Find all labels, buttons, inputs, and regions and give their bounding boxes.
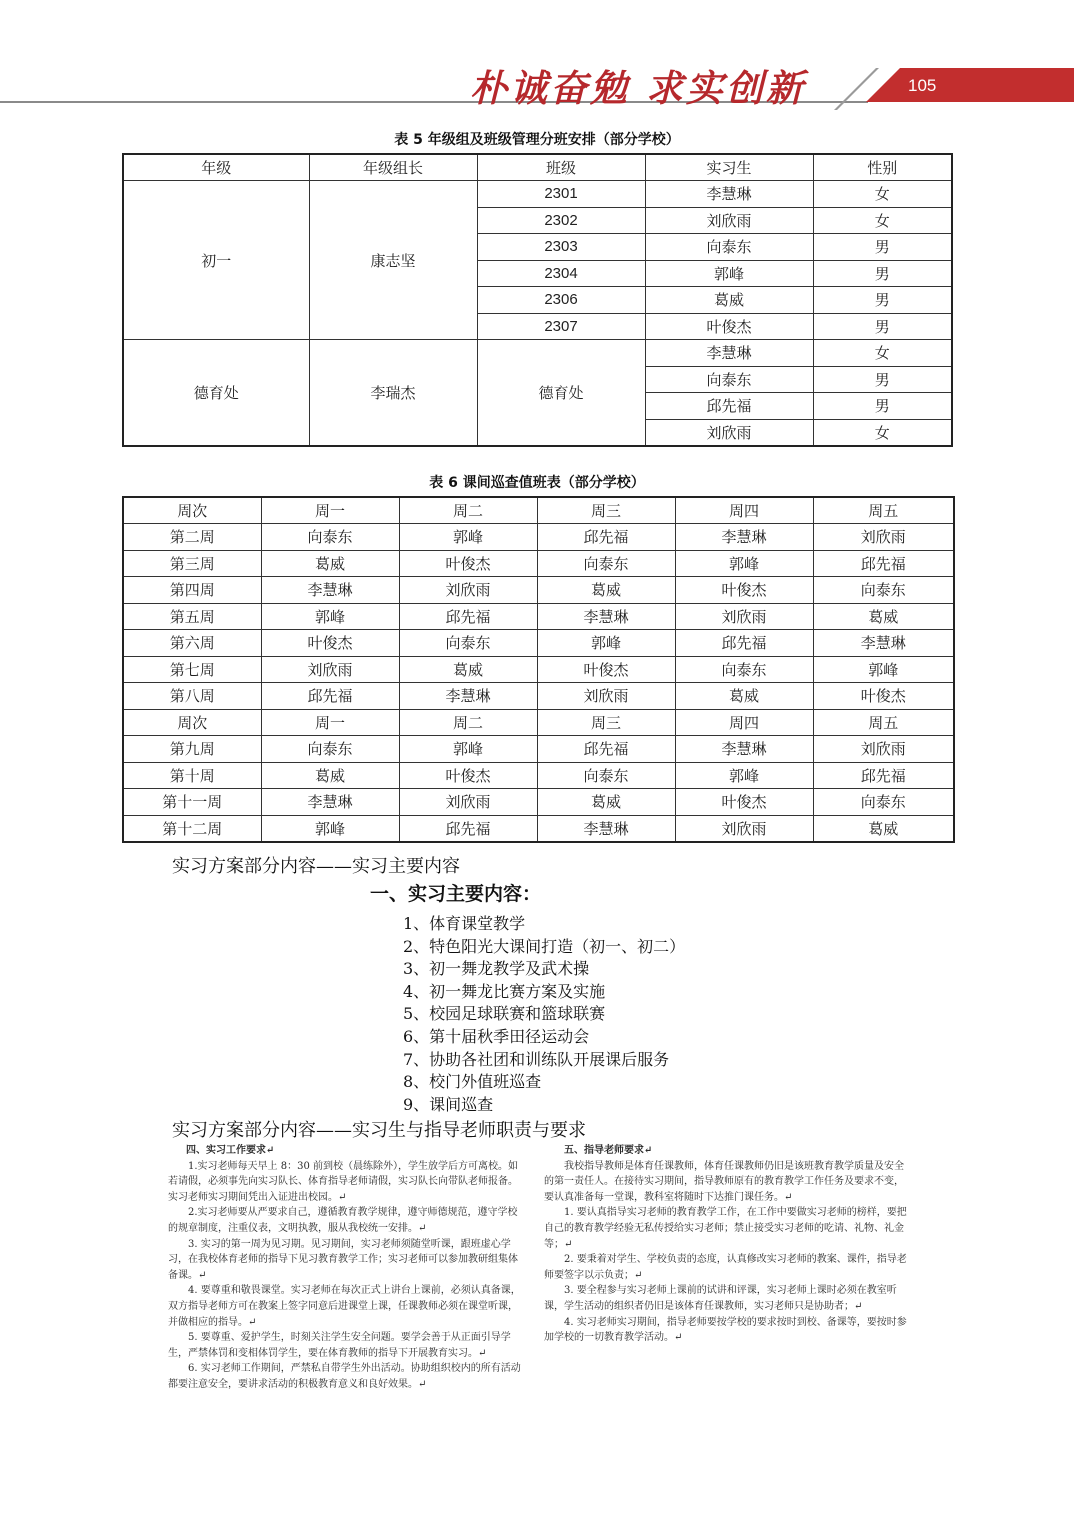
duty-cell: 叶俊杰 — [399, 550, 537, 577]
list-item: 2、特色阳光大课间打造（初一、初二） — [403, 936, 686, 956]
student-cell: 向泰东 — [645, 366, 813, 393]
requirement-paragraph: 5. 要尊重、爱护学生，时刻关注学生安全问题。要学会善于从正面引导学生，严禁体罚和变相体罚学生，要在体育教师的指导下开展教育实习。↵ — [168, 1332, 511, 1359]
table-row — [123, 789, 954, 816]
requirement-paragraph: 1.实习老师每天早上 8：30 前到校（晨练除外），学生放学后方可离校。如若请假，必须事先向实习队长、体育指导老师请假，实习队长向带队老师报备。实习老师实习期间凭出入证进出校园。↵ — [168, 1160, 518, 1203]
gender-cell: 女 — [813, 340, 952, 367]
table-row — [123, 181, 952, 208]
table-header-row — [123, 154, 952, 181]
intern-requirements-column — [168, 1143, 522, 1393]
duty-cell: 郭峰 — [675, 762, 813, 789]
table-row — [123, 577, 954, 604]
class-cell: 2301 — [477, 181, 645, 208]
class-cell: 德育处 — [477, 340, 645, 446]
duty-cell: 叶俊杰 — [261, 630, 399, 657]
duty-cell: 向泰东 — [537, 550, 675, 577]
student-cell: 叶俊杰 — [645, 313, 813, 340]
gender-cell: 女 — [813, 181, 952, 208]
requirement-paragraph: 4. 实习老师实习期间，指导老师要按学校的要求按时到校、备课等，要按时参加学校的一切教育教学活动。↵ — [544, 1316, 907, 1344]
list-item: 1、体育课堂教学 — [403, 914, 526, 933]
student-cell: 李慧琳 — [645, 340, 813, 367]
duty-cell: 李慧琳 — [261, 789, 399, 816]
duty-cell: 周一 — [261, 497, 399, 524]
list-item: 7、协助各社团和训练队开展课后服务 — [403, 1049, 670, 1069]
duty-cell: 李慧琳 — [675, 736, 813, 763]
gender-cell: 男 — [813, 260, 952, 287]
class-cell: 2307 — [477, 313, 645, 340]
week-cell: 第三周 — [123, 550, 261, 577]
requirement-paragraph: 1. 要认真指导实习老师的教育教学工作，在工作中要做实习老师的榜样，要把自己的教育教学经验无私传授给实习老师；禁止接受实习老师的吃请、礼物、礼金等；↵ — [544, 1207, 907, 1250]
duty-cell: 李慧琳 — [261, 577, 399, 604]
header-slash-decoration — [834, 68, 879, 110]
duty-cell: 葛威 — [537, 789, 675, 816]
table-row — [123, 603, 954, 630]
student-cell: 刘欣雨 — [645, 207, 813, 234]
requirement-paragraph: 4. 要尊重和敬畏课堂。实习老师在每次正式上讲台上课前，必须认真备课，双方指导老师方可在教案上签字同意后进课堂上课，任课教师必须在课堂听课，并做相应的指导。↵ — [168, 1285, 521, 1328]
content-section-title: 一、实习主要内容： — [370, 883, 542, 905]
duty-cell: 葛威 — [675, 683, 813, 710]
gender-cell: 男 — [813, 366, 952, 393]
gender-cell: 男 — [813, 313, 952, 340]
student-cell: 邱先福 — [645, 393, 813, 420]
duty-cell: 邱先福 — [813, 550, 954, 577]
requirement-paragraph: 3. 实习的第一周为见习期。见习期间，实习老师须随堂听课，跟班虚心学习，在我校体育老师的指导下见习教育教学工作；实习老师可以参加教研组集体备课。↵ — [168, 1238, 518, 1281]
duty-cell: 邱先福 — [813, 762, 954, 789]
duty-cell: 邱先福 — [261, 683, 399, 710]
leader-cell: 李瑞杰 — [309, 340, 477, 446]
week-cell: 第十二周 — [123, 815, 261, 842]
table-row — [123, 550, 954, 577]
table-row — [123, 762, 954, 789]
table-header-row — [123, 709, 954, 736]
duty-cell: 李慧琳 — [675, 524, 813, 551]
requirement-paragraph: 2. 要秉着对学生、学校负责的态度，认真修改实习老师的教案、课件，指导老师要签字以示负责；↵ — [544, 1254, 907, 1281]
duty-cell: 刘欣雨 — [399, 789, 537, 816]
page-number-tab — [866, 68, 1074, 102]
week-cell: 周次 — [123, 709, 261, 736]
duty-cell: 郭峰 — [675, 550, 813, 577]
duty-cell: 李慧琳 — [537, 815, 675, 842]
week-cell: 第八周 — [123, 683, 261, 710]
table-row — [123, 630, 954, 657]
duty-cell: 周四 — [675, 709, 813, 736]
duty-cell: 向泰东 — [813, 577, 954, 604]
duty-cell: 刘欣雨 — [537, 683, 675, 710]
duty-cell: 邱先福 — [675, 630, 813, 657]
duty-cell: 郭峰 — [261, 815, 399, 842]
duty-cell: 邱先福 — [399, 603, 537, 630]
duty-cell: 向泰东 — [813, 789, 954, 816]
grade-cell: 德育处 — [123, 340, 309, 446]
table-row — [123, 815, 954, 842]
table-row — [123, 683, 954, 710]
week-cell: 第十周 — [123, 762, 261, 789]
duty-cell: 周五 — [813, 709, 954, 736]
class-cell: 2304 — [477, 260, 645, 287]
duty-cell: 周三 — [537, 709, 675, 736]
duty-cell: 叶俊杰 — [675, 789, 813, 816]
student-cell: 葛威 — [645, 287, 813, 314]
duty-cell: 向泰东 — [399, 630, 537, 657]
duty-cell: 郭峰 — [813, 656, 954, 683]
plan-heading-duties: 实习方案部分内容——实习生与指导老师职责与要求 — [172, 1120, 586, 1141]
duty-cell: 周五 — [813, 497, 954, 524]
week-cell: 第四周 — [123, 577, 261, 604]
duty-cell: 刘欣雨 — [813, 524, 954, 551]
duty-cell: 郭峰 — [399, 524, 537, 551]
page-number: 105 — [908, 76, 937, 95]
table6-caption: 表 6 课间巡查值班表（部分学校） — [429, 475, 645, 491]
list-item: 5、校园足球联赛和篮球联赛 — [403, 1004, 606, 1024]
header-cell: 班级 — [477, 154, 645, 181]
leader-cell: 康志坚 — [309, 181, 477, 340]
grade-class-assignment-table — [122, 153, 953, 447]
duty-cell: 向泰东 — [261, 736, 399, 763]
duty-cell: 邱先福 — [399, 815, 537, 842]
duty-cell: 邱先福 — [537, 524, 675, 551]
class-cell: 2302 — [477, 207, 645, 234]
class-cell: 2303 — [477, 234, 645, 261]
duty-cell: 周二 — [399, 709, 537, 736]
duty-cell: 郭峰 — [399, 736, 537, 763]
list-item: 6、第十届秋季田径运动会 — [403, 1026, 590, 1046]
mentor-requirements-title: 五、指导老师要求↵ — [564, 1145, 653, 1156]
duty-cell: 郭峰 — [261, 603, 399, 630]
week-cell: 第十一周 — [123, 789, 261, 816]
list-item: 8、校门外值班巡查 — [403, 1072, 542, 1092]
requirement-paragraph: 我校指导教师是体育任课教师，体育任课教师仍旧是该班教育教学质量及安全的第一责任人。在接待实习期间，指导教师原有的教育教学工作任务及要求不变，要认真准备每一堂课，教科室将随时下达推门课任务。↵ — [544, 1160, 904, 1203]
requirement-paragraph: 3. 要全程参与实习老师上课前的试讲和评课，实习老师上课时必须在教室听课，学生活动的组织者仍旧是该体育任课教师，实习老师只是协助者；↵ — [544, 1285, 897, 1312]
student-cell: 向泰东 — [645, 234, 813, 261]
table-row — [123, 340, 952, 367]
table5-caption: 表 5 年级组及班级管理分班安排（部分学校） — [394, 132, 680, 148]
table-row — [123, 524, 954, 551]
header-cell: 实习生 — [645, 154, 813, 181]
duty-cell: 叶俊杰 — [675, 577, 813, 604]
gender-cell: 女 — [813, 207, 952, 234]
table-row — [123, 736, 954, 763]
gender-cell: 女 — [813, 419, 952, 446]
duty-cell: 刘欣雨 — [675, 815, 813, 842]
mentor-requirements-column — [544, 1143, 910, 1346]
content-list — [403, 913, 685, 1116]
duty-cell: 李慧琳 — [399, 683, 537, 710]
duty-cell: 周二 — [399, 497, 537, 524]
duty-cell: 刘欣雨 — [675, 603, 813, 630]
class-cell: 2306 — [477, 287, 645, 314]
duty-cell: 葛威 — [261, 550, 399, 577]
duty-cell: 刘欣雨 — [399, 577, 537, 604]
week-cell: 第六周 — [123, 630, 261, 657]
duty-cell: 周三 — [537, 497, 675, 524]
duty-cell: 李慧琳 — [537, 603, 675, 630]
duty-cell: 邱先福 — [537, 736, 675, 763]
requirement-paragraph: 6. 实习老师工作期间，严禁私自带学生外出活动。协助组织校内的所有活动都要注意安全，要讲求活动的积极教育意义和良好效果。↵ — [168, 1363, 521, 1390]
duty-cell: 周四 — [675, 497, 813, 524]
list-item: 3、初一舞龙教学及武术操 — [403, 959, 590, 979]
duty-cell: 刘欣雨 — [813, 736, 954, 763]
header-cell: 性别 — [813, 154, 952, 181]
gender-cell: 男 — [813, 393, 952, 420]
gender-cell: 男 — [813, 234, 952, 261]
list-item: 9、课间巡查 — [403, 1094, 494, 1114]
duty-cell: 叶俊杰 — [399, 762, 537, 789]
student-cell: 刘欣雨 — [645, 419, 813, 446]
duty-cell: 葛威 — [813, 603, 954, 630]
gender-cell: 男 — [813, 287, 952, 314]
intern-requirements-title: 四、实习工作要求↵ — [186, 1145, 275, 1156]
break-patrol-duty-table — [122, 496, 955, 843]
duty-cell: 向泰东 — [261, 524, 399, 551]
list-item: 4、初一舞龙比赛方案及实施 — [403, 981, 606, 1001]
duty-cell: 郭峰 — [537, 630, 675, 657]
week-cell: 第五周 — [123, 603, 261, 630]
duty-cell: 周一 — [261, 709, 399, 736]
duty-cell: 李慧琳 — [813, 630, 954, 657]
requirement-paragraph: 2.实习老师要从严要求自己，遵循教育教学规律，遵守师德规范，遵守学校的规章制度，注重仪表，文明执教，服从我校统一安排。↵ — [168, 1207, 518, 1234]
header-slogan: 朴诚奋勉 求实创新 — [470, 66, 806, 110]
duty-cell: 刘欣雨 — [261, 656, 399, 683]
week-cell: 第七周 — [123, 656, 261, 683]
duty-cell: 葛威 — [399, 656, 537, 683]
week-cell: 第二周 — [123, 524, 261, 551]
duty-cell: 葛威 — [261, 762, 399, 789]
duty-cell: 葛威 — [813, 815, 954, 842]
student-cell: 李慧琳 — [645, 181, 813, 208]
student-cell: 郭峰 — [645, 260, 813, 287]
plan-heading-main-content: 实习方案部分内容——实习主要内容 — [172, 856, 460, 877]
week-cell: 第九周 — [123, 736, 261, 763]
table-row — [123, 656, 954, 683]
duty-cell: 葛威 — [537, 577, 675, 604]
duty-cell: 向泰东 — [537, 762, 675, 789]
duty-cell: 叶俊杰 — [813, 683, 954, 710]
grade-cell: 初一 — [123, 181, 309, 340]
header-cell: 年级 — [123, 154, 309, 181]
header-cell: 年级组长 — [309, 154, 477, 181]
table-header-row — [123, 497, 954, 524]
duty-cell: 向泰东 — [675, 656, 813, 683]
duty-cell: 叶俊杰 — [537, 656, 675, 683]
week-cell: 周次 — [123, 497, 261, 524]
